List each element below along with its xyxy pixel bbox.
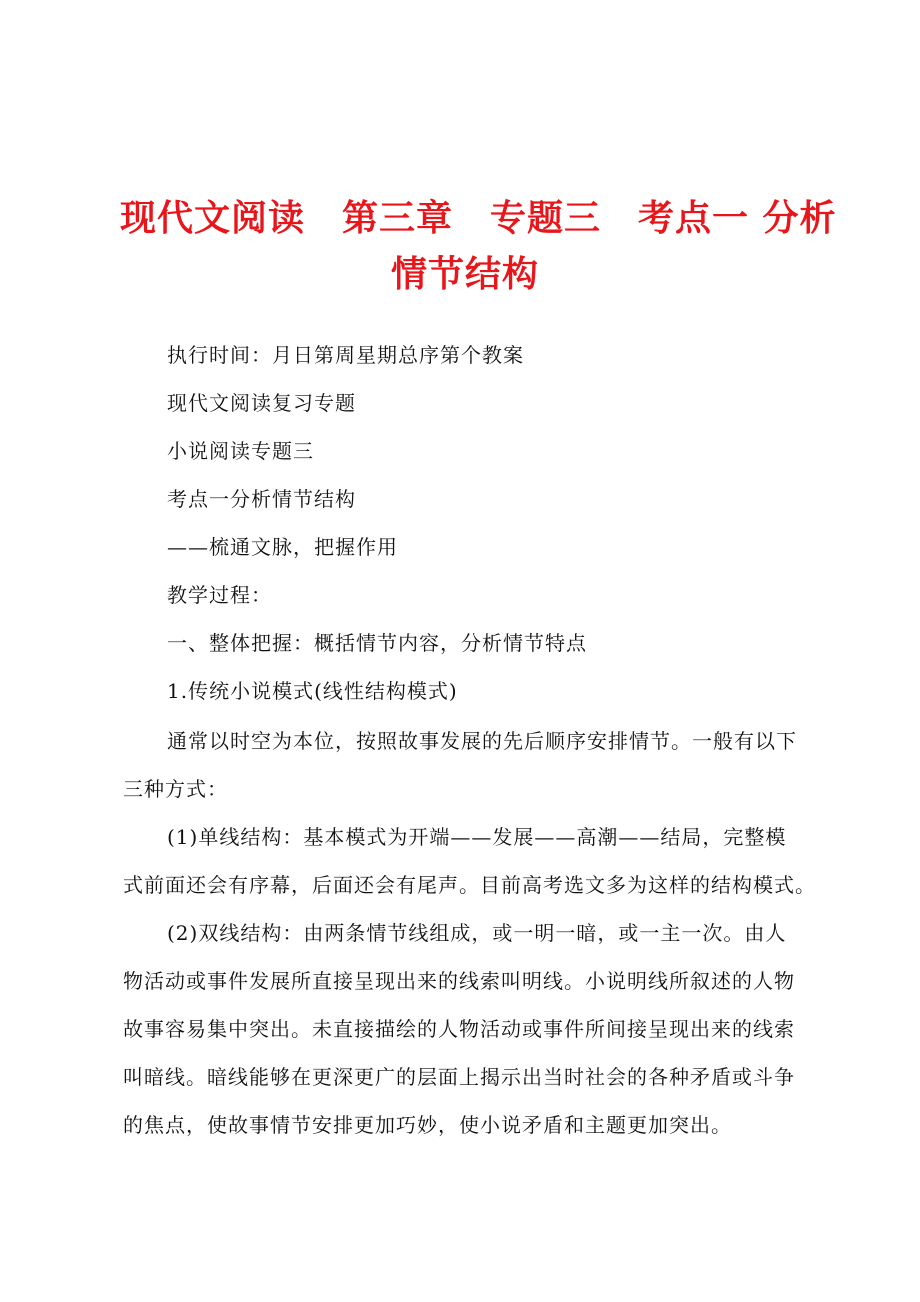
document-title-line-1: 现代文阅读 第三章 专题三 考点一 分析 — [120, 197, 837, 239]
teaching-process-heading: 教学过程： — [167, 583, 272, 607]
paragraph-line: 式前面还会有序幕，后面还会有尾声。目前高考选文多为这样的结构模式。 — [123, 873, 816, 897]
exam-point-line: 考点一分析情节结构 — [167, 487, 356, 511]
paragraph-line: 的焦点，使故事情节安排更加巧妙，使小说矛盾和主题更加突出。 — [123, 1113, 732, 1137]
paragraph-line: 三种方式： — [123, 777, 228, 801]
section-heading-one: 一、整体把握：概括情节内容，分析情节特点 — [167, 631, 587, 655]
schedule-line: 执行时间：月日第周星期总序第个教案 — [167, 343, 524, 367]
novel-topic-line: 小说阅读专题三 — [167, 439, 314, 463]
review-topic-line: 现代文阅读复习专题 — [167, 391, 356, 415]
paragraph-line: 物活动或事件发展所直接呈现出来的线索叫明线。小说明线所叙述的人物 — [123, 969, 795, 993]
paragraph-line: 叫暗线。暗线能够在更深更广的层面上揭示出当时社会的各种矛盾或斗争 — [123, 1065, 795, 1089]
paragraph-line: 通常以时空为本位，按照故事发展的先后顺序安排情节。一般有以下 — [167, 729, 797, 753]
paragraph-line: 故事容易集中突出。未直接描绘的人物活动或事件所间接呈现出来的线索 — [123, 1017, 795, 1041]
document-title-line-2: 情节结构 — [390, 253, 539, 295]
paragraph-line: (1)单线结构：基本模式为开端——发展——高潮——结局，完整模 — [167, 825, 787, 849]
subsection-heading-1: 1.传统小说模式(线性结构模式) — [167, 679, 458, 703]
paragraph-line: (2)双线结构：由两条情节线组成，或一明一暗，或一主一次。由人 — [167, 921, 787, 945]
subtitle-line: ——梳通文脉，把握作用 — [167, 535, 398, 559]
